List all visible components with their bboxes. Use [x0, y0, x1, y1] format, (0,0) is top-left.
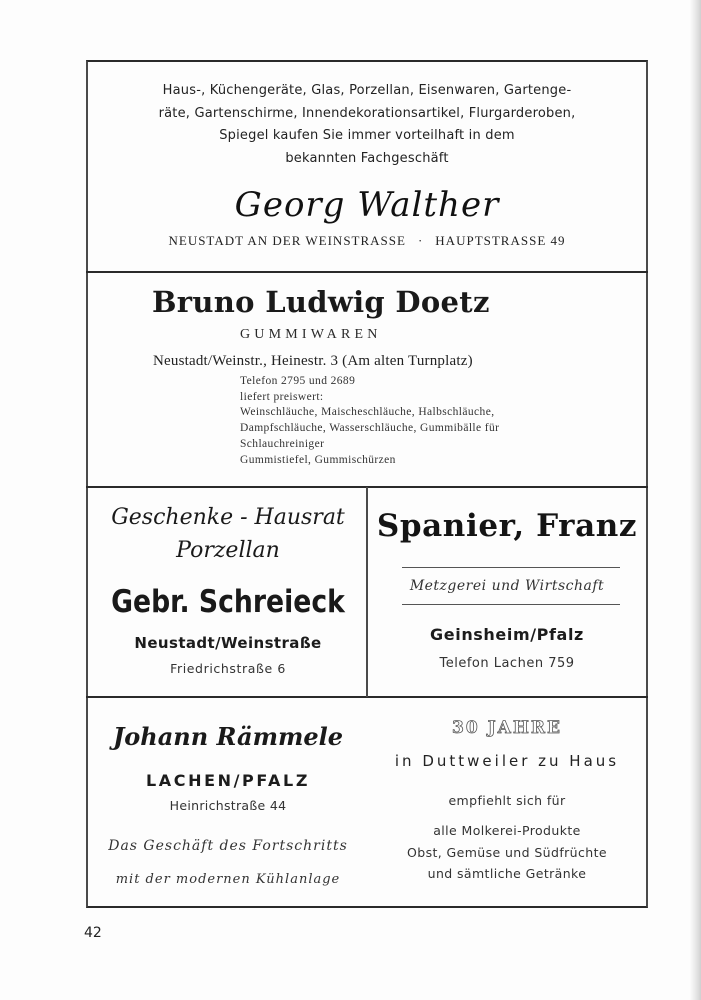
duttweiler-years: 30 JAHRE	[452, 718, 562, 738]
spanier-tagline: Metzgerei und Wirtschaft	[409, 578, 605, 594]
page-edge-shadow	[689, 0, 701, 1000]
schreieck-script-line-2: Porzellan	[176, 538, 280, 563]
raemmele-slogan-line-2: mit der modernen Kühlanlage	[115, 872, 341, 887]
schreieck-script-line-1: Geschenke - Hausrat	[111, 505, 345, 530]
raemmele-street: Heinrichstraße 44	[169, 798, 287, 813]
duttweiler-product: Obst, Gemüse und Südfrüchte	[407, 844, 607, 860]
doetz-address: Neustadt/Weinstr., Heinestr. 3 (Am alten Turnplatz)	[153, 353, 473, 369]
doetz-name: Bruno Ludwig Doetz	[152, 285, 490, 319]
spanier-rule-bottom	[402, 604, 620, 605]
doetz-details	[240, 374, 499, 468]
doetz-detail-line: Telefon 2795 und 2689	[240, 375, 356, 387]
doetz-detail-line: Schlauchreiniger	[240, 437, 325, 450]
doetz-detail-line: Weinschläuche, Maischeschläuche, Halbschläuche,	[240, 406, 495, 419]
duttweiler-offer: empfiehlt sich für	[448, 793, 566, 808]
walther-street: HAUPTSTRASSE 49	[435, 233, 566, 248]
schreieck-street: Friedrichstraße 6	[170, 661, 286, 676]
doetz-detail-line: liefert preiswert:	[240, 390, 324, 403]
duttweiler-place: in Duttweiler zu Haus	[394, 752, 620, 770]
walther-intro-line: bekannten Fachgeschäft	[285, 150, 449, 166]
walther-name: Georg Walther	[234, 185, 500, 225]
duttweiler-product: alle Molkerei-Produkte	[433, 823, 581, 838]
spanier-telephone: Telefon Lachen 759	[439, 656, 575, 671]
spanier-name: Spanier, Franz	[376, 508, 638, 544]
raemmele-name: Johann Rämmele	[112, 722, 344, 751]
walther-separator: ·	[417, 233, 424, 248]
schreieck-city: Neustadt/Weinstraße	[134, 634, 322, 652]
page-number: 42	[84, 925, 102, 941]
divider-1	[86, 271, 648, 273]
doetz-subtitle: GUMMIWAREN	[240, 327, 382, 342]
walther-intro-line: räte, Gartenschirme, Innendekorationsartikel, Flurgarderoben,	[158, 105, 576, 121]
spanier-rule-top	[402, 567, 620, 568]
walther-intro	[100, 80, 634, 170]
raemmele-slogan-line-1: Das Geschäft des Fortschritts	[108, 838, 348, 854]
walther-address	[100, 233, 634, 249]
spanier-city: Geinsheim/Pfalz	[430, 625, 584, 644]
duttweiler-product: und sämtliche Getränke	[427, 866, 587, 881]
walther-intro-line: Haus-, Küchengeräte, Glas, Porzellan, Eisenwaren, Gartenge-	[162, 83, 572, 98]
schreieck-name: Gebr. Schreieck	[111, 584, 345, 620]
doetz-detail-line: Gummistiefel, Gummischürzen	[240, 453, 396, 466]
walther-intro-line: Spiegel kaufen Sie immer vorteilhaft in dem	[219, 128, 515, 143]
duttweiler-products	[368, 820, 646, 885]
doetz-detail-line: Dampfschläuche, Wasserschläuche, Gummibälle für	[240, 422, 500, 435]
walther-city: NEUSTADT AN DER WEINSTRASSE	[168, 233, 406, 248]
raemmele-city: LACHEN/PFALZ	[145, 771, 311, 790]
